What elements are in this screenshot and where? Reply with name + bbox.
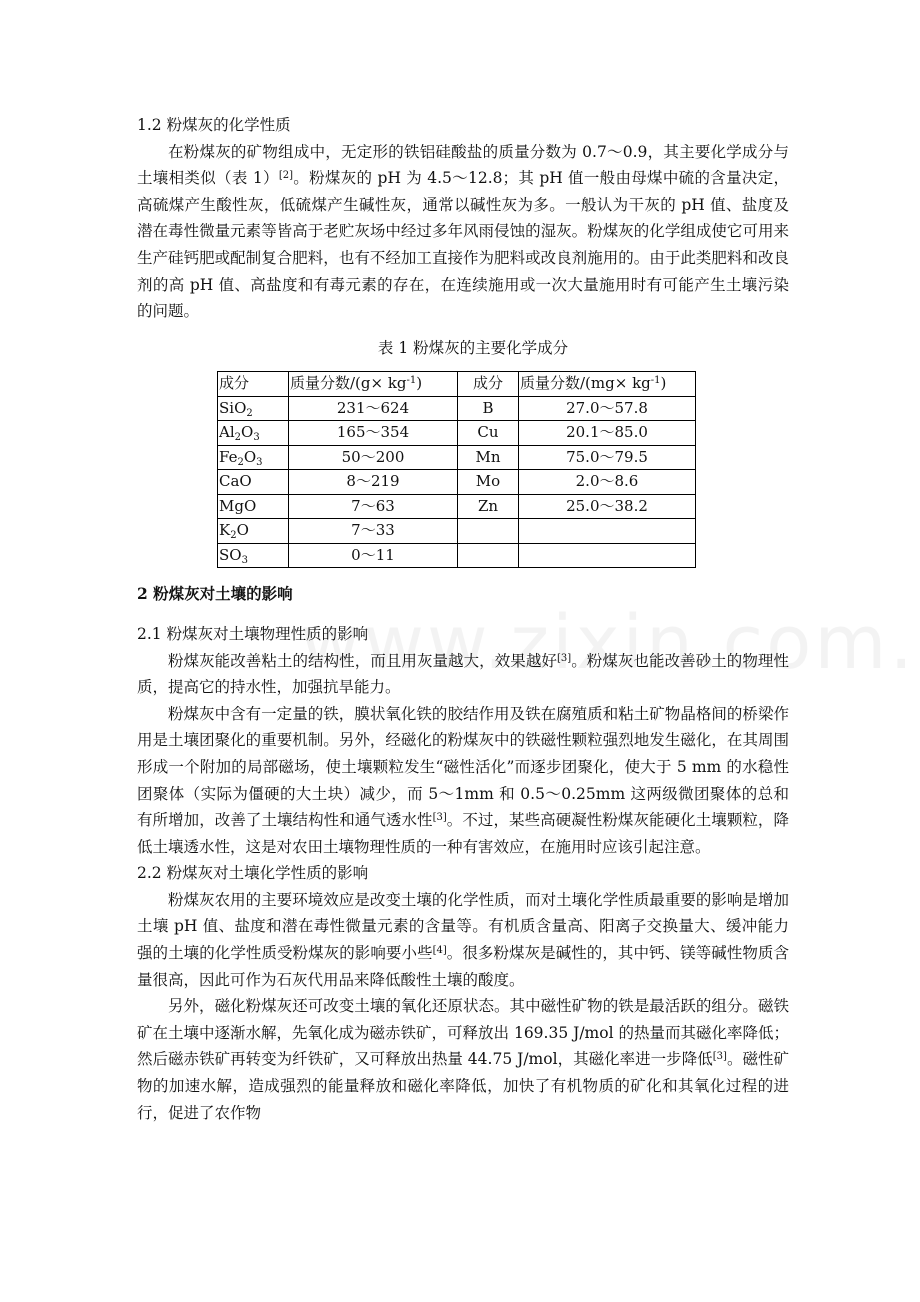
table-row [218, 470, 696, 495]
table-row [218, 494, 696, 519]
section-heading-1-2: 1.2 粉煤灰的化学性质 [137, 116, 291, 134]
component-cell: Mo [458, 470, 519, 495]
table-row [218, 519, 696, 544]
value-cell: 25.0～38.2 [519, 494, 696, 519]
component-cell: Cu [458, 421, 519, 446]
component-cell: MgO [218, 494, 289, 519]
text: 。粉煤灰也能改善砂土的物理性质，提高它的持水性，加强抗旱能力。 [137, 651, 789, 697]
component-cell: $SO_3$ [218, 543, 289, 568]
header-cell: 成分 [458, 372, 519, 397]
paragraph [137, 993, 789, 1126]
value-cell: 165～354 [289, 421, 458, 446]
component-cell: Zn [458, 494, 519, 519]
paragraph [137, 701, 789, 861]
component-cell: B [458, 396, 519, 421]
value-cell: 20.1～85.0 [519, 421, 696, 446]
paragraph [137, 887, 789, 993]
text: 粉煤灰农用的主要环境效应是改变土壤的化学性质，而对土壤化学性质最重要的影响是增加土壤 pH 值、盐度和潜在毒性微量元素的含量等。有机质含量高、阳离子交换量大、缓冲能力强的土壤的化学性质受粉煤灰的影响要小些 [137, 890, 789, 963]
header-cell: 成分 [218, 372, 289, 397]
table-row [218, 421, 696, 446]
citation: [4] [432, 945, 447, 957]
value-cell: 7～33 [289, 519, 458, 544]
text: 。磁性矿物的加速水解，造成强烈的能量释放和磁化率降低，加快了有机物质的矿化和其氧化过程的进行，促进了农作物 [137, 1050, 789, 1122]
section-heading-2: 2 粉煤灰对土壤的影响 [137, 584, 293, 604]
value-cell: 50～200 [289, 445, 458, 470]
value-cell: 0～11 [289, 543, 458, 568]
document-page [137, 112, 789, 1126]
value-cell: 27.0～57.8 [519, 396, 696, 421]
value-cell: 7～63 [289, 494, 458, 519]
component-cell: $K_2O$ [218, 519, 289, 544]
table-row [218, 543, 696, 568]
paragraph [137, 648, 789, 701]
table-caption: 表 1 粉煤灰的主要化学成分 [377, 338, 569, 357]
component-cell: CaO [218, 470, 289, 495]
value-cell: 231～624 [289, 396, 458, 421]
value-cell [519, 543, 696, 568]
value-cell: 75.0～79.5 [519, 445, 696, 470]
text: 另外，磁化粉煤灰还可改变土壤的氧化还原状态。其中磁性矿物的铁是最活跃的组分。磁铁矿在土壤中逐渐水解，先氧化成为磁赤铁矿，可释放出 169.35 J/mol 的热量而其磁化率降低；然后磁赤铁矿再转变为纤铁矿，又可释放出热量 44.75 J/mol，其磁化率进一步降低 [137, 997, 789, 1069]
component-cell: $Al_2O_3$ [218, 421, 289, 446]
component-cell [458, 519, 519, 544]
citation: [2] [278, 170, 293, 182]
component-cell: $Fe_2O_3$ [218, 445, 289, 470]
table-row [218, 396, 696, 421]
text: 在粉煤灰的矿物组成中，无定形的铁铝硅酸盐的质量分数为 0.7～0.9，其主要化学成分与土壤相类似（表 1） [137, 142, 789, 188]
header-cell: 质量分数$/(mg\times kg^{-1})$ [519, 372, 696, 397]
value-cell [519, 519, 696, 544]
citation: [3] [556, 652, 572, 664]
section-heading-2-2: 2.2 粉煤灰对土壤化学性质的影响 [137, 864, 369, 883]
value-cell: 8～219 [289, 470, 458, 495]
value-cell: 2.0～8.6 [519, 470, 696, 495]
header-cell: 质量分数$/(g\times kg^{-1})$ [289, 372, 458, 397]
text: 粉煤灰中含有一定量的铁，膜状氧化铁的胶结作用及铁在腐殖质和粘土矿物晶格间的桥梁作用是土壤团聚化的重要机制。另外，经磁化的粉煤灰中的铁磁性颗粒强烈地发生磁化，在其周围形成一个附加的局部磁场，使土壤颗粒发生“磁性活化”而逐步团聚化，使大于 5 mm 的水稳性团聚体（实际为僵硬的大土块）减少，而 5～1mm 和 0.5～0.25mm 这两级微团聚体的总和有所增加，改善了土壤结构性和通气透水性 [137, 704, 789, 830]
text: 。粉煤灰的 pH 为 4.5～12.8；其 pH 值一般由母煤中硫的含量决定，高硫煤产生酸性灰，低硫煤产生碱性灰，通常以碱性灰为多。一般认为干灰的 pH 值、盐度及潜在毒性微量元素等皆高于老贮灰场中经过多年风雨侵蚀的湿灰。粉煤灰的化学组成使它可用来生产硅钙肥或配制复合肥料，也有不经加工直接作为肥料或改良剂施用的。由于此类肥料和改良剂的高 pH 值、高盐度和有毒元素的存在，在连续施用或一次大量施用时有可能产生土壤污染的问题。 [137, 169, 789, 321]
table-header-row [218, 372, 696, 397]
section-heading-2-1: 2.1 粉煤灰对土壤物理性质的影响 [137, 624, 369, 643]
component-cell [458, 543, 519, 568]
text: 粉煤灰能改善粘土的结构性，而且用灰量越大，效果越好 [168, 651, 557, 670]
text: 。不过，某些高硬凝性粉煤灰能硬化土壤颗粒，降低土壤透水性，这是对农田土壤物理性质的一种有害效应，在施用时应该引起注意。 [137, 811, 789, 856]
table-row [218, 445, 696, 470]
component-cell: Mn [458, 445, 519, 470]
paragraph [137, 139, 789, 325]
chemical-composition-table [217, 371, 696, 568]
citation: [3] [712, 1051, 727, 1063]
citation: [3] [432, 812, 447, 824]
text: 。很多粉煤灰是碱性的，其中钙、镁等碱性物质含量很高，因此可作为石灰代用品来降低酸性土壤的酸度。 [137, 944, 789, 989]
component-cell: SiO$_2$ [218, 396, 289, 421]
